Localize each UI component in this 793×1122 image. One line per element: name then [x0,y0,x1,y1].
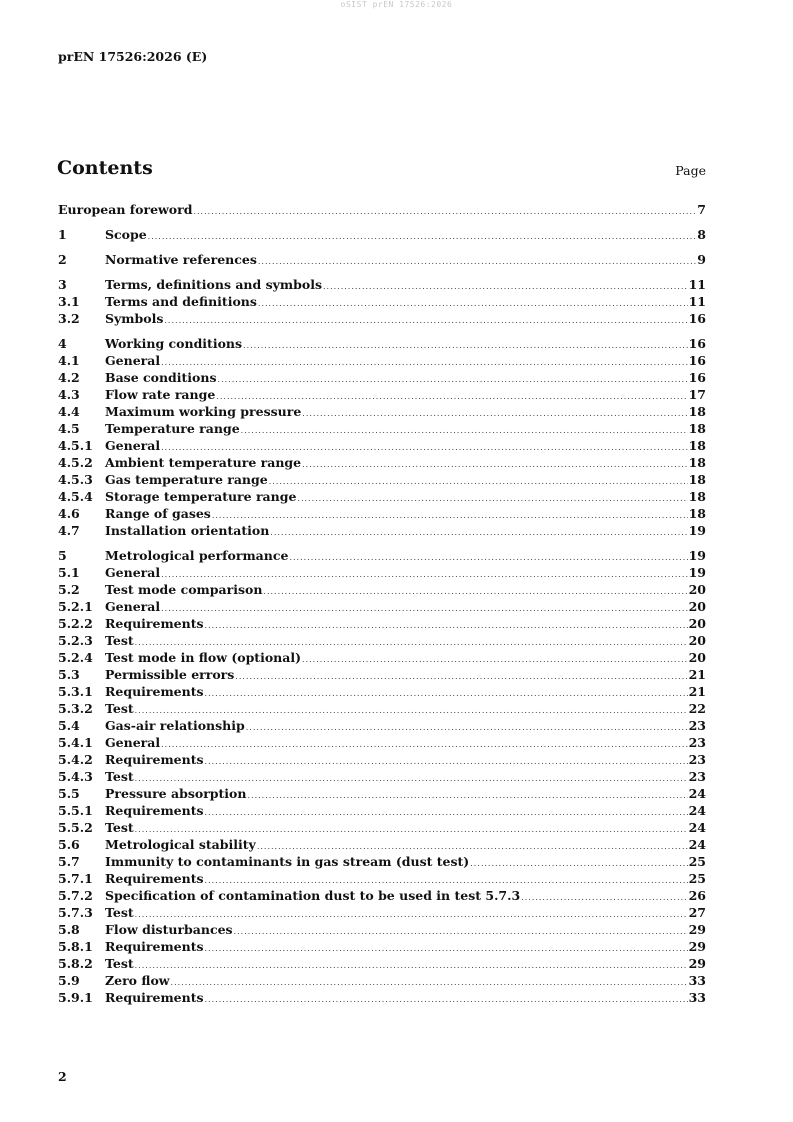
toc-entry[interactable] [58,768,706,785]
toc-entry-number: 5.8.2 [58,956,93,971]
toc-entry-number: 4.2 [58,370,80,385]
toc-entry-number: 5 [58,548,67,563]
toc-entry-title[interactable]: Test mode comparison [105,582,263,597]
toc-entry[interactable] [58,547,706,564]
toc-entry-title[interactable]: Test [105,769,134,784]
toc-entry-title[interactable]: General [105,735,161,750]
dot-leader [161,600,687,617]
toc-entry-page: 8 [697,227,706,242]
toc-entry[interactable] [58,598,706,615]
toc-entry[interactable] [58,335,706,352]
dot-leader [302,651,688,668]
toc-entry[interactable] [58,505,706,522]
toc-entry-number: 4 [58,336,67,351]
toc-entry-page: 18 [688,404,706,419]
toc-entry-number: 5.1 [58,565,80,580]
toc-entry-number: 5.7 [58,854,80,869]
toc-entry[interactable] [58,403,706,420]
toc-entry[interactable] [58,717,706,734]
toc-entry-title[interactable]: Flow rate range [105,387,216,402]
toc-entry[interactable] [58,369,706,386]
toc-entry-number: 3.2 [58,311,80,326]
dot-leader [148,228,697,245]
toc-entry-number: 5.5 [58,786,80,801]
toc-entry-page: 24 [688,837,706,852]
toc-entry-page: 26 [688,888,706,903]
dot-leader [205,991,688,1008]
dot-leader [289,549,687,566]
toc-entry[interactable] [58,226,706,243]
toc-entry-title[interactable]: Range of gases [105,506,211,521]
toc-entry-title[interactable]: Test [105,633,134,648]
toc-entry[interactable] [58,632,706,649]
toc-entry-number: 5.4 [58,718,80,733]
toc-entry-page: 21 [688,684,706,699]
toc-entry-page: 20 [688,650,706,665]
toc-entry-number: 4.7 [58,523,80,538]
toc-entry-number: 4.5 [58,421,80,436]
toc-entry[interactable] [58,751,706,768]
toc-entry-number: 5.3.2 [58,701,93,716]
toc-entry-number: 4.4 [58,404,80,419]
toc-entry-number: 5.8.1 [58,939,93,954]
dot-leader [302,405,687,422]
toc-entry-title[interactable]: Base conditions [105,370,217,385]
dot-leader [302,456,687,473]
toc-entry-page: 20 [688,616,706,631]
dot-leader [269,473,688,490]
toc-entry[interactable] [58,666,706,683]
toc-entry[interactable] [58,276,706,293]
toc-entry-page: 18 [688,421,706,436]
toc-entry[interactable] [58,352,706,369]
dot-leader [263,583,687,600]
watermark: oSIST prEN 17526:2026 [340,0,453,9]
dot-leader [205,804,688,821]
toc-entry[interactable] [58,683,706,700]
toc-entry[interactable] [58,989,706,1006]
dot-leader [135,957,688,974]
toc-entry-title[interactable]: Zero flow [105,973,170,988]
toc-entry-number: 4.5.4 [58,489,93,504]
toc-entry[interactable] [58,819,706,836]
toc-entry-page: 29 [688,922,706,937]
toc-entry-title[interactable]: Normative references [105,252,257,267]
dot-leader [243,337,688,354]
toc-entry[interactable] [58,488,706,505]
toc-entry-page: 19 [688,565,706,580]
toc-entry-page: 22 [688,701,706,716]
toc-entry-title[interactable]: Scope [105,227,147,242]
toc-entry-number: 4.5.3 [58,472,93,487]
toc-entry-page: 27 [688,905,706,920]
toc-entry-page: 20 [688,582,706,597]
toc-entry-number: 5.7.1 [58,871,93,886]
toc-entry-title[interactable]: General [105,599,161,614]
toc-entry[interactable] [58,921,706,938]
toc-entry-title[interactable]: Requirements [105,616,204,631]
toc-entry-page: 9 [697,252,706,267]
toc-entry[interactable] [58,564,706,581]
toc-entry-number: 5.2 [58,582,80,597]
toc-entry-page: 23 [688,752,706,767]
toc-entry-page: 18 [688,489,706,504]
toc-entry-title[interactable]: Pressure absorption [105,786,247,801]
toc-entry-title[interactable]: Terms and definitions [105,294,257,309]
toc-entry-number: 5.5.2 [58,820,93,835]
toc-entry-title[interactable]: European foreword [58,202,193,217]
dot-leader [235,668,687,685]
toc-entry[interactable] [58,615,706,632]
toc-entry[interactable] [58,870,706,887]
toc-entry[interactable] [58,201,706,218]
toc-entry-page: 24 [688,820,706,835]
toc-entry[interactable] [58,785,706,802]
toc-entry-title[interactable]: Working conditions [105,336,243,351]
toc-entry-page: 18 [688,438,706,453]
toc-entry-number: 4.5.1 [58,438,93,453]
toc-entry-number: 5.4.1 [58,735,93,750]
toc-entry-title[interactable]: Maximum working pressure [105,404,302,419]
toc-entry[interactable] [58,853,706,870]
toc-entry[interactable] [58,972,706,989]
toc-entry-number: 2 [58,252,67,267]
toc-entry-title[interactable]: Flow disturbances [105,922,233,937]
toc-entry-title[interactable]: Immunity to contaminants in gas stream (dust test) [105,854,470,869]
toc-entry[interactable] [58,293,706,310]
toc-entry-page: 20 [688,633,706,648]
toc-entry-page: 16 [688,353,706,368]
dot-leader [297,490,687,507]
toc-entry-number: 3 [58,277,67,292]
dot-leader [164,312,687,329]
toc-entry-title[interactable]: Requirements [105,939,204,954]
toc-entry-page: 24 [688,786,706,801]
toc-entry[interactable] [58,251,706,268]
dot-leader [234,923,688,940]
toc-entry-title[interactable]: Test mode in flow (optional) [105,650,302,665]
toc-entry-title[interactable]: General [105,438,161,453]
toc-entry-title[interactable]: Gas-air relationship [105,718,245,733]
toc-entry-title[interactable]: Requirements [105,684,204,699]
page-column-label: Page [675,163,706,178]
toc-entry-title[interactable]: Specification of contamination dust to be used in test 5.7.3 [105,888,521,903]
dot-leader [171,974,688,991]
dot-leader [205,685,688,702]
dot-leader [205,617,688,634]
toc-entry-page: 16 [688,370,706,385]
toc-entry-page: 33 [688,973,706,988]
dot-leader [193,203,696,220]
toc-entry-page: 18 [688,506,706,521]
toc-entry-page: 20 [688,599,706,614]
toc-entry-page: 29 [688,939,706,954]
toc-entry-number: 4.1 [58,353,80,368]
toc-entry-title[interactable]: Gas temperature range [105,472,268,487]
toc-entry-number: 3.1 [58,294,80,309]
toc-entry-title[interactable]: Metrological performance [105,548,289,563]
toc-entry-title[interactable]: Test [105,956,134,971]
toc-entry-title[interactable]: Terms, definitions and symbols [105,277,322,292]
toc-entry-title[interactable]: Test [105,701,134,716]
toc-entry[interactable] [58,522,706,539]
toc-entry-title[interactable]: Requirements [105,990,204,1005]
dot-leader [241,422,688,439]
toc-entry[interactable] [58,887,706,904]
toc-entry-number: 5.5.1 [58,803,93,818]
toc-entry-page: 11 [688,277,706,292]
toc-entry-title[interactable]: Requirements [105,871,204,886]
document-identifier: prEN 17526:2026 (E) [58,49,208,64]
toc-entry[interactable] [58,420,706,437]
toc-entry-page: 18 [688,455,706,470]
toc-entry-page: 33 [688,990,706,1005]
toc-entry-page: 24 [688,803,706,818]
toc-entry-title[interactable]: Installation orientation [105,523,270,538]
toc-entry-page: 25 [688,854,706,869]
table-of-contents [58,201,706,1006]
dot-leader [258,253,696,270]
toc-entry-title[interactable]: Permissible errors [105,667,235,682]
toc-entry-page: 17 [688,387,706,402]
toc-entry-page: 23 [688,718,706,733]
toc-entry-number: 5.8 [58,922,80,937]
toc-entry-number: 5.9 [58,973,80,988]
toc-entry-page: 7 [697,202,706,217]
dot-leader [258,295,688,312]
toc-entry-number: 5.2.1 [58,599,93,614]
toc-entry[interactable] [58,649,706,666]
toc-entry-number: 5.7.2 [58,888,93,903]
page-number: 2 [58,1069,67,1084]
toc-entry-title[interactable]: Metrological stability [105,837,256,852]
toc-entry-number: 5.6 [58,837,80,852]
toc-entry-number: 5.2.2 [58,616,93,631]
toc-entry-page: 19 [688,548,706,563]
toc-entry-title[interactable]: General [105,565,161,580]
toc-entry-number: 4.6 [58,506,80,521]
toc-entry-number: 5.4.2 [58,752,93,767]
dot-leader [212,507,688,524]
toc-entry-title[interactable]: Storage temperature range [105,489,297,504]
toc-entry-title[interactable]: General [105,353,161,368]
toc-entry-number: 5.3.1 [58,684,93,699]
toc-entry-number: 5.9.1 [58,990,93,1005]
toc-entry-number: 4.3 [58,387,80,402]
toc-entry-page: 11 [688,294,706,309]
toc-entry[interactable] [58,700,706,717]
toc-entry[interactable] [58,904,706,921]
toc-entry[interactable] [58,454,706,471]
toc-entry-number: 1 [58,227,67,242]
toc-entry[interactable] [58,802,706,819]
toc-entry-page: 25 [688,871,706,886]
toc-entry-title[interactable]: Test [105,820,134,835]
toc-entry-title[interactable]: Requirements [105,803,204,818]
dot-leader [205,753,688,770]
contents-heading: Contents [57,157,153,179]
dot-leader [205,940,688,957]
dot-leader [161,736,687,753]
toc-entry-title[interactable]: Symbols [105,311,164,326]
toc-entry[interactable] [58,310,706,327]
dot-leader [323,278,688,295]
toc-entry-title[interactable]: Test [105,905,134,920]
toc-entry[interactable] [58,955,706,972]
toc-entry[interactable] [58,836,706,853]
toc-entry-page: 18 [688,472,706,487]
toc-entry-number: 5.3 [58,667,80,682]
toc-entry-page: 29 [688,956,706,971]
toc-entry-page: 19 [688,523,706,538]
toc-entry[interactable] [58,386,706,403]
dot-leader [470,855,687,872]
toc-entry-number: 5.2.4 [58,650,93,665]
toc-entry-page: 23 [688,769,706,784]
toc-entry[interactable] [58,581,706,598]
toc-entry-title[interactable]: Ambient temperature range [105,455,302,470]
toc-entry-number: 5.7.3 [58,905,93,920]
toc-entry-page: 21 [688,667,706,682]
toc-entry-number: 5.2.3 [58,633,93,648]
dot-leader [246,719,688,736]
toc-entry-title[interactable]: Temperature range [105,421,240,436]
dot-leader [521,889,687,906]
toc-entry-number: 4.5.2 [58,455,93,470]
toc-entry-page: 16 [688,311,706,326]
toc-entry-page: 16 [688,336,706,351]
toc-entry[interactable] [58,437,706,454]
toc-entry[interactable] [58,471,706,488]
toc-entry-title[interactable]: Requirements [105,752,204,767]
toc-entry-page: 23 [688,735,706,750]
dot-leader [270,524,687,541]
toc-entry-number: 5.4.3 [58,769,93,784]
dot-leader [218,371,688,388]
toc-entry[interactable] [58,734,706,751]
toc-entry[interactable] [58,938,706,955]
dot-leader [161,354,687,371]
dot-leader [247,787,687,804]
